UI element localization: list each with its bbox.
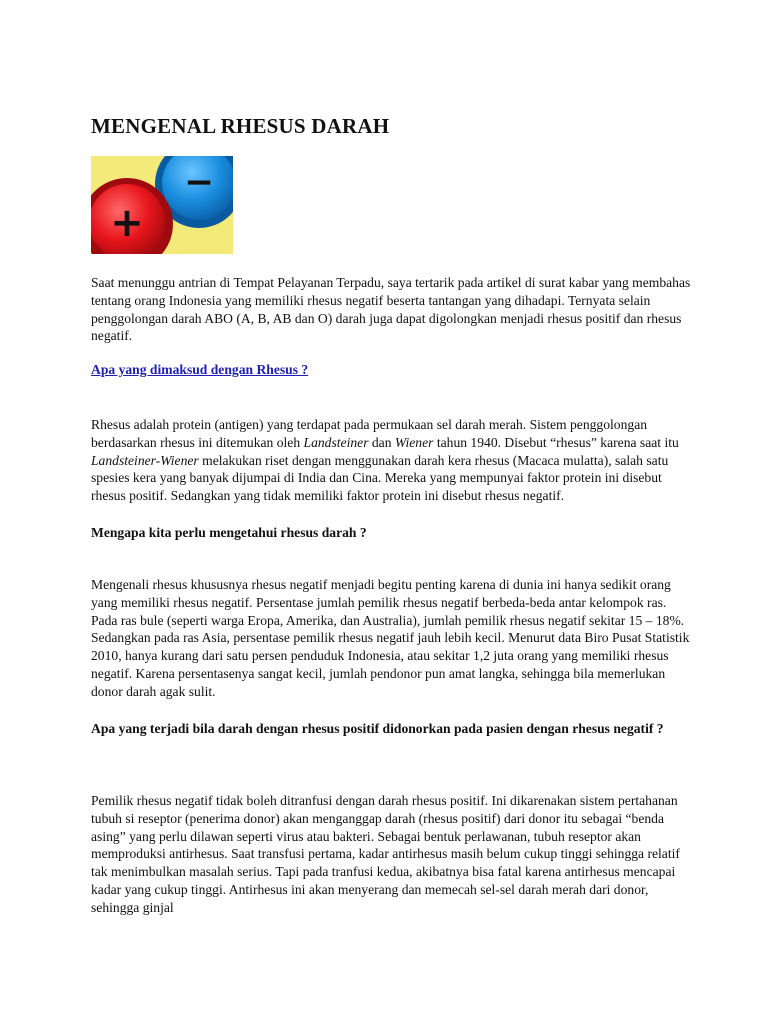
- page-title: MENGENAL RHESUS DARAH: [91, 114, 390, 138]
- rhesus-definition-paragraph: Rhesus adalah protein (antigen) yang terdapat pada permukaan sel darah merah. Sistem penggolongan berdasarkan rhesus ini ditemukan oleh Landsteiner dan Wiener tahun 1940. Disebut “rhesus” karena saat itu Landsteiner-Wiener melakukan riset dengan menggunakan darah kera rhesus (Macaca mulatta), salah satu spesies kera yang banyak dijumpai di India dan Cina. Mereka yang mempunyai faktor protein ini disebut rhesus positif. Sedangkan yang tidak memiliki faktor protein ini disebut rhesus negatif.: [91, 417, 679, 504]
- plus-icon: +: [110, 200, 144, 246]
- section-heading-transfusion: Apa yang terjadi bila darah dengan rhesus positif didonorkan pada pasien dengan rhesus negatif ?: [91, 721, 664, 736]
- section-heading-why: Mengapa kita perlu mengetahui rhesus darah ?: [91, 525, 367, 540]
- wiener-name: Wiener: [394, 434, 434, 450]
- intro-paragraph: Saat menunggu antrian di Tempat Pelayanan Terpadu, saya tertarik pada artikel di surat kabar yang membahas tentang orang Indonesia yang memiliki rhesus negatif beserta tantangan yang dihadapi. Ternyata selain penggolongan darah ABO (A, B, AB dan O) darah juga dapat digolongkan menjadi rhesus positif dan rhesus negatif.: [91, 275, 691, 344]
- rhesus-definition-link[interactable]: Apa yang dimaksud dengan Rhesus ?: [91, 362, 309, 377]
- transfusion-paragraph: Pemilik rhesus negatif tidak boleh ditranfusi dengan darah rhesus positif. Ini dikarenakan sistem pertahanan tubuh si reseptor (penerima donor) akan menganggap darah (rhesus positif) dari donor itu sebagai “benda asing” yang perlu dilawan seperti virus atau bakteri. Sebagai bentuk perlawanan, tubuh reseptor akan memproduksi antirhesus. Saat transfusi pertama, kadar antirhesus masih belum cukup tinggi sehingga relatif tak menimbulkan masalah serius. Tapi pada tranfusi kedua, akibatnya bisa fatal karena antirhesus mencapai kadar yang cukup tinggi. Antirhesus ini akan menyerang dan memecah sel-sel darah merah dari donor, sehingga ginjal: [91, 793, 680, 915]
- landsteiner-name: Landsteiner: [303, 434, 369, 450]
- landsteiner-wiener-name: Landsteiner-Wiener: [91, 452, 199, 468]
- minus-icon: −: [183, 162, 215, 203]
- why-paragraph: Mengenali rhesus khususnya rhesus negatif menjadi begitu penting karena di dunia ini hanya sedikit orang yang memiliki rhesus negatif. Persentase jumlah pemilik rhesus negatif berbeda-beda antar kelompok ras. Pada ras bule (seperti warga Eropa, Amerika, dan Australia), jumlah pemilik rhesus negatif sekitar 15 – 18%. Sedangkan pada ras Asia, persentase pemilik rhesus negatif jauh lebih kecil. Menurut data Biro Pusat Statistik 2010, hanya kurang dari satu persen penduduk Indonesia, atau sekitar 1,2 juta orang yang memiliki rhesus negatif. Karena persentasenya sangat kecil, jumlah pendonor pun amat langka, sehingga bila memerlukan donor darah agak sulit.: [91, 577, 690, 699]
- rhesus-image: [91, 156, 233, 254]
- plus-minus-buttons-illustration: [91, 156, 233, 254]
